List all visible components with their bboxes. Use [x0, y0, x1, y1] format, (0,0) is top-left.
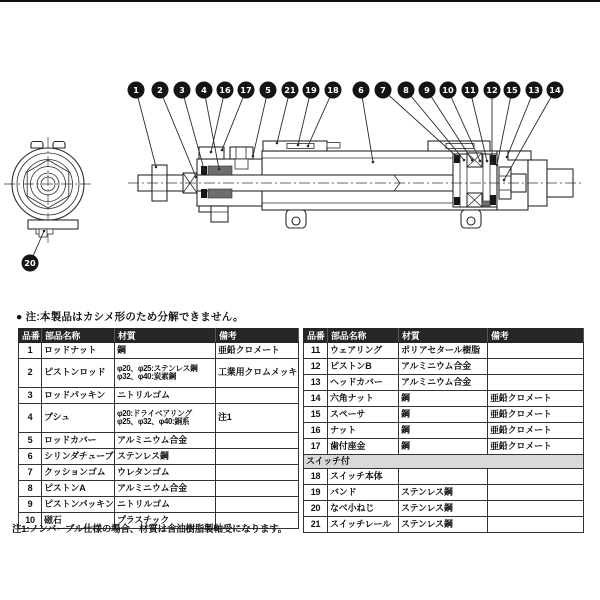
callout-target-dot: [155, 166, 158, 169]
part-material: 鋼: [115, 343, 216, 359]
part-no: 12: [304, 359, 328, 375]
callout-number: 18: [327, 85, 339, 96]
callout-number: 6: [358, 85, 364, 96]
callout-target-dot: [491, 162, 494, 165]
part-no: 10: [19, 513, 42, 529]
callout-target-dot: [218, 168, 221, 171]
part-material: アルミニウム合金: [115, 433, 216, 449]
part-no: 13: [304, 375, 328, 391]
part-remark: [216, 433, 299, 449]
part-name: ロッドナット: [42, 343, 115, 359]
callout-target-dot: [455, 155, 458, 158]
part-remark: [488, 517, 584, 533]
part-no: 4: [19, 404, 42, 433]
column-header: 材質: [115, 329, 216, 343]
callout-leader-line: [211, 90, 225, 152]
part-name: バンド: [328, 485, 399, 501]
callout-target-dot: [307, 145, 310, 148]
column-header: 品番: [19, 329, 42, 343]
callout-leader-line: [160, 90, 196, 177]
part-material: ウレタンゴム: [115, 465, 216, 481]
part-material: アルミニウム合金: [399, 359, 488, 375]
callout-target-dot: [486, 160, 489, 163]
part-no: 19: [304, 485, 328, 501]
table-row: [304, 439, 584, 455]
part-remark: [488, 485, 584, 501]
part-material: アルミニウム合金: [399, 375, 488, 391]
table-row: [304, 391, 584, 407]
callout-number: 10: [442, 85, 454, 96]
callout-target-dot: [471, 159, 474, 162]
part-no: 9: [19, 497, 42, 513]
callout-leader-line: [222, 90, 246, 150]
part-no: 18: [304, 469, 328, 485]
column-header: 部品名称: [42, 329, 115, 343]
callout-number: 1: [133, 85, 139, 96]
note-top: ● 注:本製品はカシメ形のため分解できません。: [16, 311, 244, 323]
part-name: なべ小ねじ: [328, 501, 399, 517]
part-material: プラスチック: [115, 513, 216, 529]
table-row: [19, 388, 299, 404]
table-row: [19, 449, 299, 465]
part-no: 3: [19, 388, 42, 404]
table-header-row: [304, 329, 584, 343]
material-line-1: φ20:ドライベアリング: [117, 408, 192, 418]
material-line-2: φ32、φ40:炭素鋼: [117, 372, 176, 381]
part-material: ステンレス鋼: [399, 485, 488, 501]
table-row: [19, 497, 299, 513]
part-material: ステンレス鋼: [399, 517, 488, 533]
callout-number: 2: [157, 85, 163, 96]
callout-target-dot: [221, 149, 224, 152]
callout-number: 7: [380, 85, 386, 96]
part-remark: 亜鉛クロメート: [488, 423, 584, 439]
material-line-2: φ25、φ32、φ40:銅系: [117, 417, 190, 426]
part-remark: [488, 343, 584, 359]
part-material: [399, 469, 488, 485]
part-remark: 亜鉛クロメート: [488, 391, 584, 407]
part-remark: [216, 465, 299, 481]
table-row: [304, 407, 584, 423]
part-remark: 亜鉛クロメート: [488, 407, 584, 423]
part-name: クッションゴム: [42, 465, 115, 481]
part-no: 14: [304, 391, 328, 407]
part-material: ニトリルゴム: [115, 388, 216, 404]
callout-number: 12: [486, 85, 498, 96]
part-no: 7: [19, 465, 42, 481]
cylinder-side-view: [128, 141, 583, 228]
part-remark: [488, 501, 584, 517]
part-name: ピストンパッキン: [42, 497, 115, 513]
part-name: ブシュ: [42, 404, 115, 433]
part-name: ウェアリング: [328, 343, 399, 359]
part-name: ナット: [328, 423, 399, 439]
callout-number: 9: [424, 85, 430, 96]
table-row: [19, 359, 299, 388]
table-header-row: [19, 329, 299, 343]
part-material: [115, 404, 216, 433]
part-name: スペーサ: [328, 407, 399, 423]
part-remark: 工業用クロムメッキ: [216, 359, 299, 388]
table-row: [304, 517, 584, 533]
part-material: 鋼: [399, 391, 488, 407]
table-row: [19, 404, 299, 433]
part-no: 6: [19, 449, 42, 465]
callout-number: 15: [506, 85, 518, 96]
cylinder-front-view: [4, 137, 94, 246]
callout-target-dot: [297, 144, 300, 147]
part-name: 六角ナット: [328, 391, 399, 407]
part-material: [115, 359, 216, 388]
callout-number: 21: [284, 85, 296, 96]
part-remark: [216, 497, 299, 513]
part-no: 20: [304, 501, 328, 517]
table-row: [19, 481, 299, 497]
part-name: ピストンB: [328, 359, 399, 375]
callout-number: 19: [305, 85, 317, 96]
callout-leader-line: [383, 90, 456, 156]
callout-leader-line: [182, 90, 204, 169]
column-header: 備考: [488, 329, 584, 343]
part-name: 歯付座金: [328, 439, 399, 455]
column-header: 備考: [216, 329, 299, 343]
table-row: [304, 359, 584, 375]
part-name: スイッチレール: [328, 517, 399, 533]
part-name: 磁石: [42, 513, 115, 529]
part-remark: [488, 375, 584, 391]
part-remark: 亜鉛クロメート: [216, 343, 299, 359]
callout-leader-line: [507, 90, 534, 157]
part-name: シリンダチューブ: [42, 449, 115, 465]
column-header: 品番: [304, 329, 328, 343]
part-no: 16: [304, 423, 328, 439]
callout-number: 13: [528, 85, 540, 96]
callout-target-dot: [506, 156, 509, 159]
table-row: [19, 465, 299, 481]
parts-table-left: [18, 328, 299, 529]
callout-number: 14: [549, 85, 561, 96]
part-material: 鋼: [399, 423, 488, 439]
callout-target-dot: [195, 176, 198, 179]
part-material: ステンレス鋼: [399, 501, 488, 517]
part-material: ポリアセタール樹脂: [399, 343, 488, 359]
part-remark: [216, 481, 299, 497]
material-line-1: φ20、φ25:ステンレス鋼: [117, 363, 198, 373]
column-header: 材質: [399, 329, 488, 343]
part-name: ピストンA: [42, 481, 115, 497]
section-label: スイッチ付: [304, 455, 584, 469]
callout-target-dot: [276, 142, 279, 145]
table-row: [304, 469, 584, 485]
callout-target-dot: [372, 161, 375, 164]
callout-target-dot: [463, 159, 466, 162]
part-remark: [488, 359, 584, 375]
part-no: 2: [19, 359, 42, 388]
part-remark: 注1: [216, 404, 299, 433]
callout-number: 4: [201, 85, 207, 96]
part-material: ステンレス鋼: [115, 449, 216, 465]
part-no: 5: [19, 433, 42, 449]
callout-target-dot: [479, 160, 482, 163]
part-material: 鋼: [399, 439, 488, 455]
table-row: [304, 423, 584, 439]
parts-table-right: [303, 328, 584, 533]
note-bottom: 注1:ノンバーブル仕様の場合、材質は含油樹脂製軸受になります。: [12, 524, 288, 535]
callout-number: 11: [464, 85, 476, 96]
part-no: 1: [19, 343, 42, 359]
callout-target-dot: [503, 179, 506, 182]
part-no: 8: [19, 481, 42, 497]
part-name: スイッチ本体: [328, 469, 399, 485]
callout-target-dot: [252, 155, 255, 158]
callout-number: 16: [219, 85, 231, 96]
part-remark: 亜鉛クロメート: [488, 439, 584, 455]
callout-number: 20: [24, 258, 36, 269]
part-name: ロッドパッキン: [42, 388, 115, 404]
part-remark: [216, 388, 299, 404]
table-row: [304, 501, 584, 517]
table-row: [19, 433, 299, 449]
part-material: ニトリルゴム: [115, 497, 216, 513]
table-row: [19, 343, 299, 359]
callout-target-dot: [496, 164, 499, 167]
callout-target-dot: [43, 230, 46, 233]
callout-number: 3: [179, 85, 185, 96]
section-row: [304, 455, 584, 469]
part-no: 17: [304, 439, 328, 455]
part-name: ピストンロッド: [42, 359, 115, 388]
callout-number: 5: [265, 85, 271, 96]
part-remark: [216, 449, 299, 465]
part-material: 鋼: [399, 407, 488, 423]
part-no: 15: [304, 407, 328, 423]
table-row: [304, 375, 584, 391]
column-header: 部品名称: [328, 329, 399, 343]
part-name: ロッドカバー: [42, 433, 115, 449]
part-name: ヘッドカバー: [328, 375, 399, 391]
callout-target-dot: [210, 151, 213, 154]
table-row: [304, 485, 584, 501]
part-remark: [488, 469, 584, 485]
part-no: 11: [304, 343, 328, 359]
part-material: アルミニウム合金: [115, 481, 216, 497]
table-row: [304, 343, 584, 359]
part-no: 21: [304, 517, 328, 533]
callout-number: 8: [403, 85, 409, 96]
callout-leader-line: [136, 90, 156, 167]
callout-target-dot: [203, 168, 206, 171]
callout-number: 17: [240, 85, 252, 96]
